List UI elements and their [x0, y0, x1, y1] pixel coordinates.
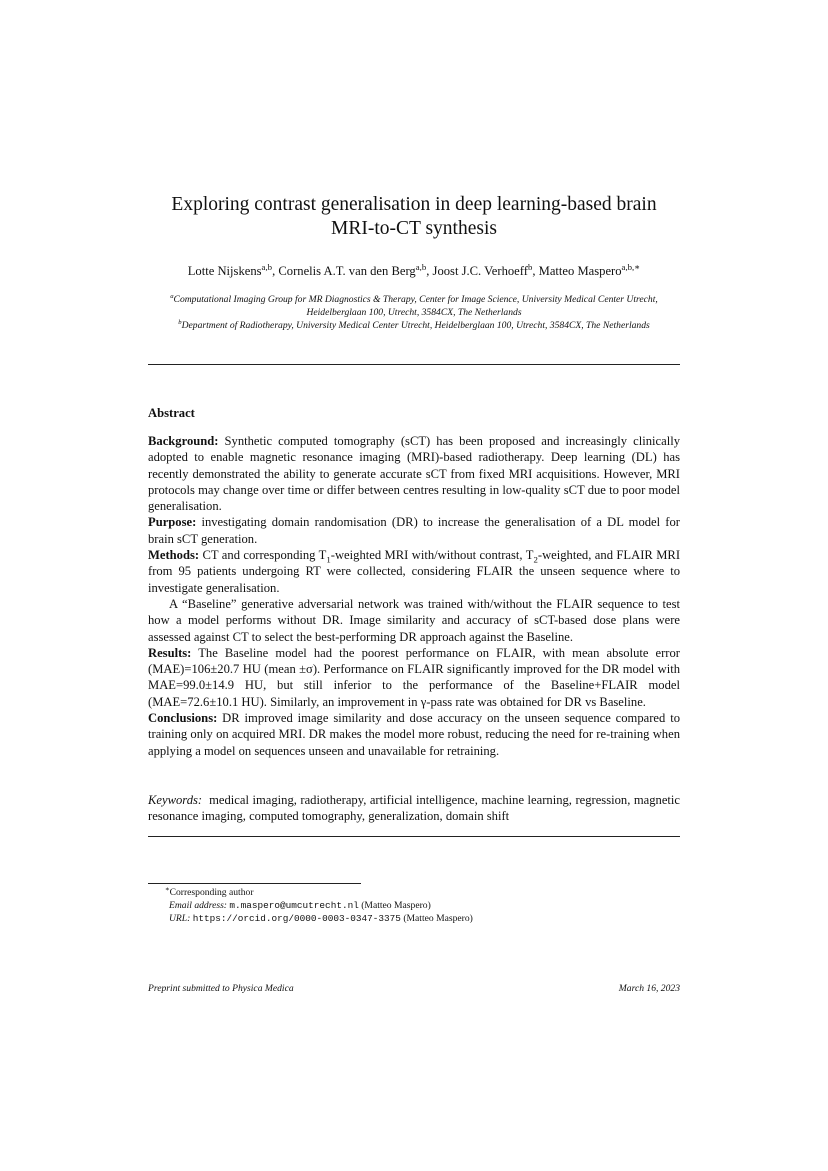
- abstract-background: [148, 433, 680, 514]
- author-affiliation-mark: a,b: [261, 261, 273, 272]
- title-line-2: MRI-to-CT synthesis: [331, 218, 497, 239]
- preprint-note: Preprint submitted to Physica Medica: [148, 983, 294, 994]
- keywords-label: Keywords:: [148, 793, 203, 807]
- url-owner: (Matteo Maspero): [403, 913, 473, 924]
- abstract-bottom-rule: [148, 836, 680, 837]
- affiliation-text: Department of Radiotherapy, University Medical Center Utrecht, Heidelberglaan 100, Utrecht, 3584CX, The Netherlands: [181, 320, 650, 331]
- author-separator: ,: [532, 264, 539, 278]
- abstract-methods-continued: A “Baseline” generative adversarial network was trained with/without the FLAIR sequence to test how a model performs without DR. Image similarity and accuracy of sCT-based dose plans were assessed against CT to select the best-performing DR approach against the Baseline.: [148, 596, 680, 644]
- email-link[interactable]: m.maspero@umcutrecht.nl: [229, 900, 359, 911]
- section-label: Purpose:: [148, 515, 197, 530]
- affiliation-a: [148, 293, 680, 319]
- section-text: The Baseline model had the poorest performance on FLAIR, with mean absolute error (MAE)=106±20.7 HU (mean ±σ). Performance on FLAIR significantly improved for the DR model with MAE=99.0±14.9 HU, but still inferior to the performance of the Baseline+FLAIR model (MAE=72.6±10.1 HU). Similarly, an improvement in γ-pass rate was obtained for DR vs Baseline.: [148, 645, 680, 709]
- section-label: Results:: [148, 645, 192, 660]
- author-name: Matteo Maspero: [538, 264, 622, 278]
- section-label: Conclusions:: [148, 711, 218, 726]
- author-affiliation-mark: a,b: [415, 261, 427, 272]
- author-separator: ,: [272, 264, 279, 278]
- footnote-text: Corresponding author: [169, 887, 254, 898]
- subscript: 2: [533, 554, 538, 565]
- abstract-results: [148, 645, 680, 710]
- affiliation-mark: a: [170, 292, 174, 300]
- paper-title: [148, 193, 680, 241]
- section-text: Synthetic computed tomography (sCT) has been proposed and increasingly clinically adopted to enable magnetic resonance imaging (MRI)-based radiotherapy. Deep learning (DL) has recently demonstrated the ability to generate accurate sCT from fixed MRI acquisitions. However, MRI protocols may change over time or differ between centres resulting in low-quality sCT due to poor model generalisation.: [148, 434, 680, 514]
- email-owner: (Matteo Maspero): [361, 900, 431, 911]
- section-text: investigating domain randomisation (DR) to increase the generalisation of a DL model for brain sCT generation.: [148, 515, 680, 546]
- author-affiliation-mark: b: [527, 261, 533, 272]
- author-affiliation-mark: a,b,∗: [621, 261, 641, 272]
- preprint-date: March 16, 2023: [618, 983, 680, 994]
- section-text: DR improved image similarity and dose accuracy on the unseen sequence compared to training only on acquired MRI. DR makes the model more robust, reducing the need for re-training when applying a model on sequences unseen and unavailable for retraining.: [148, 711, 680, 758]
- footnote-email: [148, 899, 680, 912]
- abstract-top-rule: [148, 364, 680, 365]
- abstract-body: [148, 433, 680, 759]
- footnote-mark: ∗: [165, 885, 170, 893]
- section-label: Background:: [148, 434, 219, 448]
- footnote-corresponding: [148, 886, 680, 899]
- affiliation-b: [148, 319, 680, 332]
- url-label: URL:: [169, 913, 191, 924]
- footnote-rule: [148, 883, 361, 884]
- section-text: -weighted, and FLAIR MRI from 95 patients undergoing RT were collected, considering FLAIR the unseen sequence where to investigate generalisation.: [148, 548, 681, 595]
- keywords-text: medical imaging, radiotherapy, artificial intelligence, machine learning, regression, magnetic resonance imaging, computed tomography, generalization, domain shift: [148, 793, 680, 824]
- author-name: Joost J.C. Verhoeff: [432, 264, 528, 278]
- section-text: CT and corresponding T: [202, 548, 327, 563]
- abstract-purpose: [148, 514, 680, 547]
- footnote-url: [148, 912, 680, 925]
- author-list: [148, 263, 680, 279]
- abstract-methods: [148, 547, 680, 596]
- author-name: Cornelis A.T. van den Berg: [278, 264, 416, 278]
- author-name: Lotte Nijskens: [187, 264, 262, 278]
- abstract-heading: Abstract: [148, 406, 195, 420]
- section-label: Methods:: [148, 548, 200, 563]
- footnotes: [148, 886, 680, 925]
- title-line-1: Exploring contrast generalisation in deep learning-based brain: [171, 194, 657, 215]
- orcid-link[interactable]: https://orcid.org/0000-0003-0347-3375: [192, 913, 401, 924]
- abstract-conclusions: [148, 710, 680, 759]
- affiliations: [148, 293, 680, 332]
- affiliation-text: Computational Imaging Group for MR Diagnostics & Therapy, Center for Image Science, University Medical Center Utrecht, Heidelberglaan 100, Utrecht, 3584CX, The Netherlands: [173, 294, 658, 318]
- subscript: 1: [326, 554, 331, 565]
- author-separator: ,: [426, 264, 433, 278]
- section-text: -weighted MRI with/without contrast, T: [330, 548, 534, 563]
- affiliation-mark: b: [178, 318, 182, 326]
- email-label: Email address:: [169, 900, 228, 911]
- keywords: [148, 792, 680, 825]
